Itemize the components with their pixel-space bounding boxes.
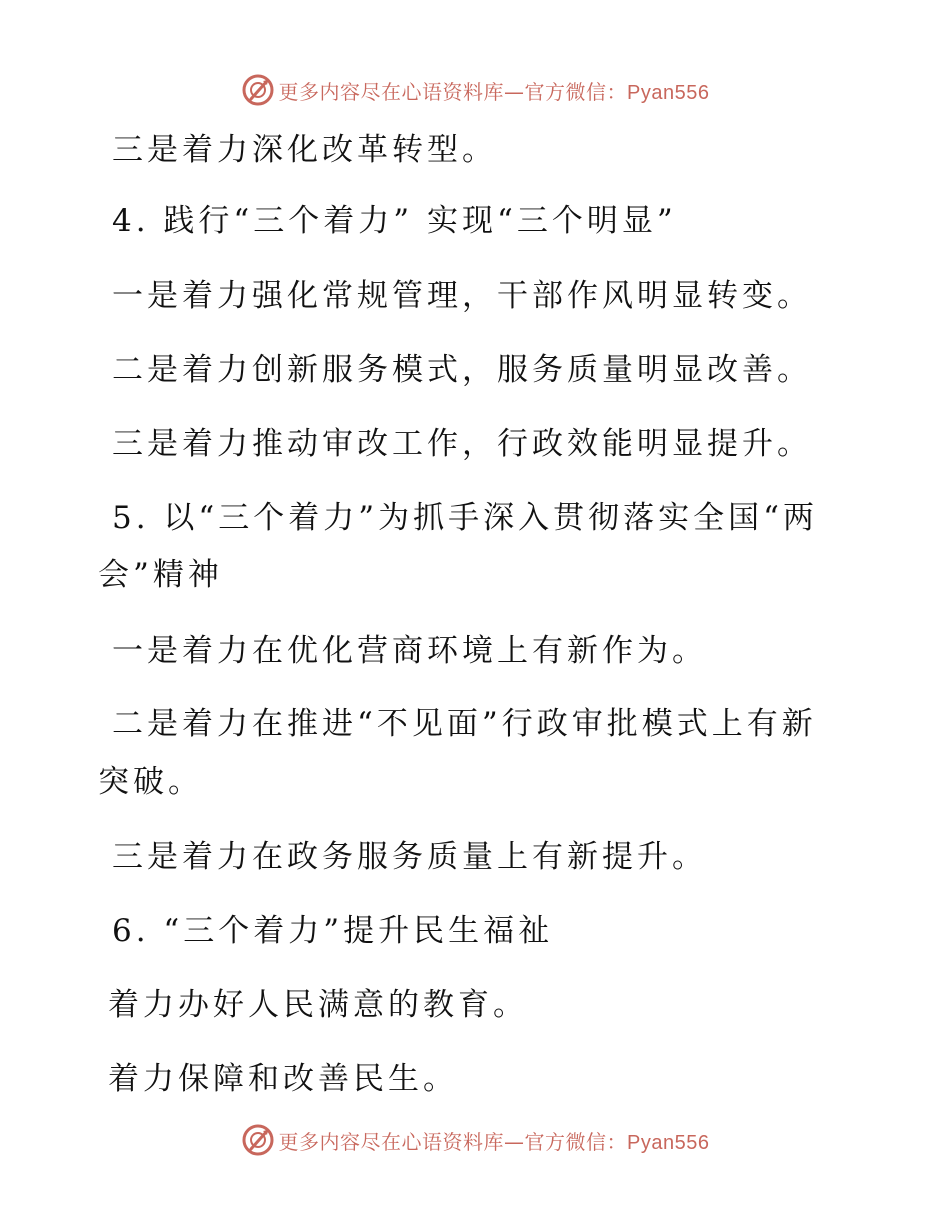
text-line: 三是着力推动审改工作，行政效能明显提升。	[112, 426, 812, 462]
brand-logo-icon	[241, 73, 275, 107]
section-heading-continued: 会”精神	[98, 557, 223, 593]
text-line: 着力保障和改善民生。	[108, 1061, 458, 1097]
watermark-id: Pyan556	[627, 1131, 710, 1154]
watermark-prefix: 更多内容尽在心语资料库—官方微信：	[278, 1129, 628, 1154]
text-line: 二是着力创新服务模式，服务质量明显改善。	[112, 352, 812, 388]
text-line: 一是着力强化常规管理，干部作风明显转变。	[112, 278, 812, 314]
text-line: 三是着力在政务服务质量上有新提升。	[112, 839, 707, 875]
watermark-text	[279, 1126, 710, 1155]
footer-watermark	[0, 1120, 950, 1160]
watermark-id: Pyan556	[627, 81, 710, 104]
section-heading: 6. “三个着力”提升民生福祉	[112, 913, 554, 949]
text-line: 着力办好人民满意的教育。	[108, 987, 528, 1023]
text-line-continued: 突破。	[98, 764, 203, 800]
watermark-text	[279, 76, 710, 105]
text-line: 一是着力在优化营商环境上有新作为。	[112, 633, 707, 669]
text-line: 三是着力深化改革转型。	[112, 132, 497, 168]
text-line: 二是着力在推进“不见面”行政审批模式上有新	[112, 706, 817, 742]
watermark-prefix: 更多内容尽在心语资料库—官方微信：	[278, 79, 628, 104]
brand-logo-icon	[241, 1123, 275, 1157]
header-watermark	[0, 70, 950, 110]
section-heading: 5. 以“三个着力”为抓手深入贯彻落实全国“两	[112, 500, 818, 536]
section-heading: 4. 践行“三个着力” 实现“三个明显”	[112, 203, 677, 239]
